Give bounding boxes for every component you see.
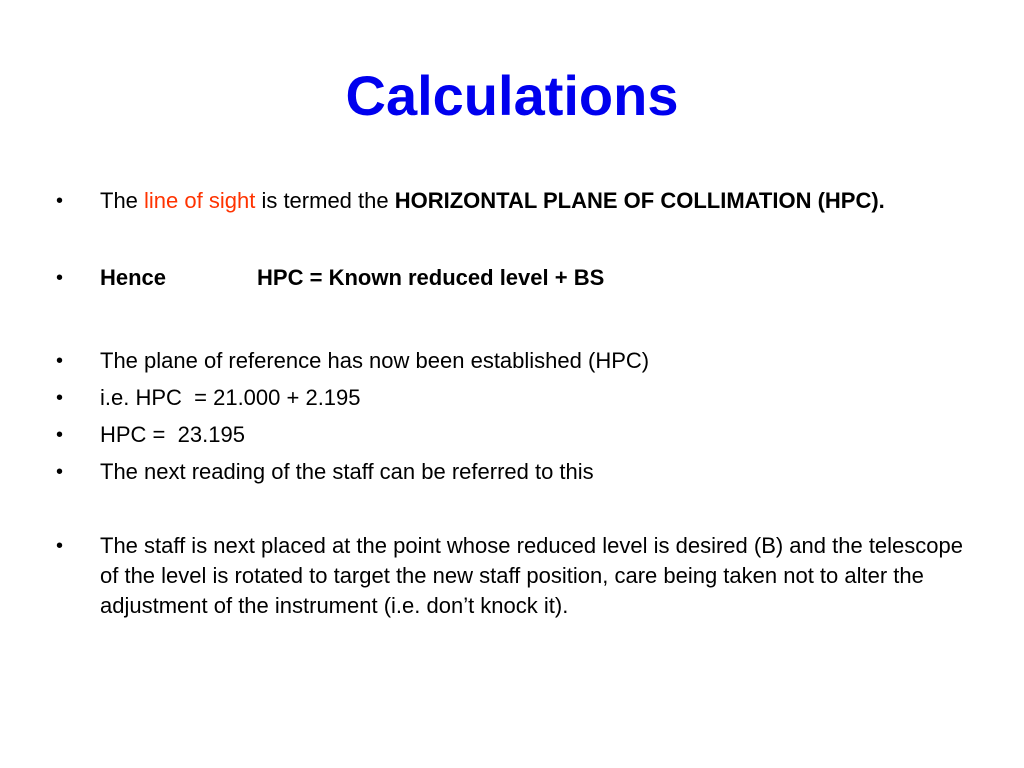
bullet-marker: • (56, 190, 64, 212)
bold-term-hpc: HORIZONTAL PLANE OF COLLIMATION (HPC). (394, 188, 885, 213)
bullet-text: The staff is next placed at the point whose reduced level is desired (B) and the telescope of the level is rotated to target the new staff position, care being taken not to alter the adjustment of the instrument (i.e. don’t knock it). (100, 533, 963, 618)
formula-equation: HPC = Known reduced level + BS (257, 265, 605, 290)
text-segment: is termed the (255, 188, 395, 213)
bullet-text: The next reading of the staff can be referred to this (100, 459, 594, 484)
bullet-text (100, 186, 980, 216)
bullet-text: i.e. HPC = 21.000 + 2.195 (100, 385, 361, 410)
formula-label: Hence (100, 265, 167, 290)
slide-title: Calculations (345, 64, 679, 127)
bullet-text (100, 263, 980, 293)
bullet-text: The plane of reference has now been established (HPC) (100, 348, 650, 373)
bullet-marker: • (56, 387, 64, 409)
highlight-line-of-sight: line of sight (144, 188, 256, 213)
bullet-marker: • (56, 267, 64, 289)
bullet-marker: • (56, 461, 64, 483)
bullet-marker: • (56, 424, 64, 446)
text-segment: The (100, 188, 145, 213)
bullet-marker: • (56, 350, 64, 372)
bullet-text: HPC = 23.195 (100, 422, 245, 447)
bullet-marker: • (56, 535, 64, 557)
